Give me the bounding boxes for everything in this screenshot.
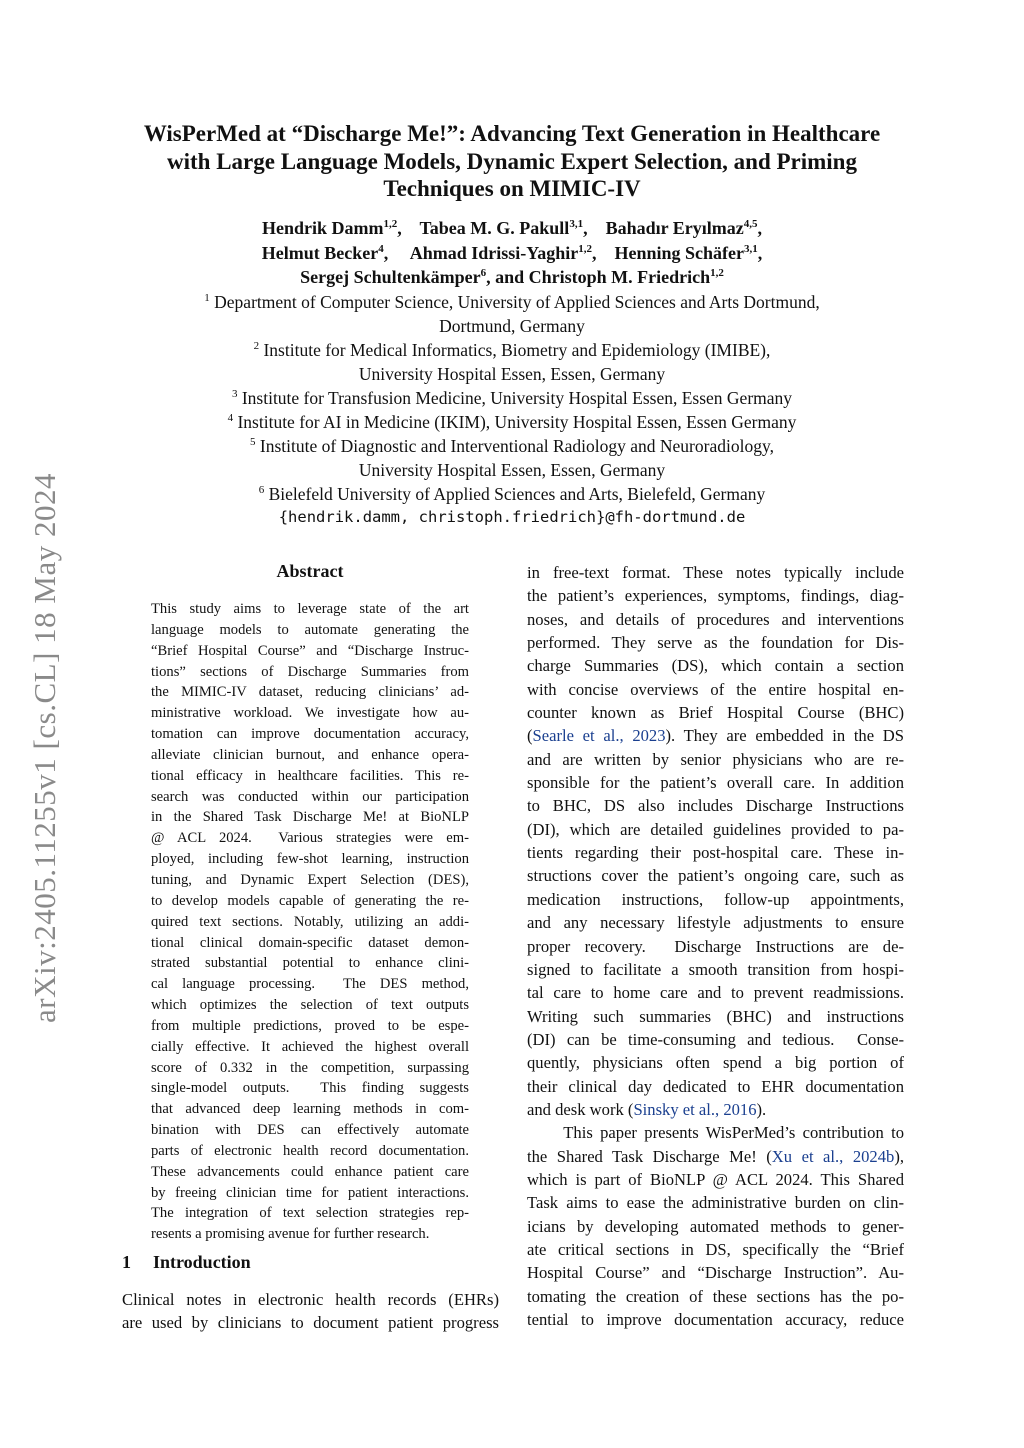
text-line: tuning, and Dynamic Expert Selection (DES), bbox=[151, 871, 469, 888]
affiliation-line bbox=[0, 458, 1024, 482]
affiliation-line bbox=[0, 410, 1024, 434]
text-line: quired text sections. Notably, utilizing an addi- bbox=[151, 913, 469, 930]
author-line bbox=[0, 241, 1024, 266]
author-affiliation-mark: 6 bbox=[480, 267, 487, 279]
author-affiliation-mark: 1,2 bbox=[578, 242, 592, 255]
text-line: (DI) can be time-consuming and tedious. Conse- bbox=[527, 1029, 904, 1049]
text-line: and any necessary lifestyle adjustments to ensure bbox=[527, 913, 904, 933]
text-line: tal care to home care and to prevent readmissions. bbox=[527, 983, 904, 1003]
affiliation-text: Institute of Diagnostic and Interventional Radiology and Neuroradiology, bbox=[259, 436, 774, 456]
text-line: tional efficacy in healthcare facilities. This re- bbox=[151, 767, 469, 784]
text-line: their clinical day dedicated to EHR documentation bbox=[527, 1076, 904, 1096]
text-line: by freeing clinician time for patient interactions. bbox=[151, 1184, 469, 1201]
text-line: structions cover the patient’s ongoing care, such as bbox=[527, 866, 904, 886]
text-segment: and desk work ( bbox=[527, 1099, 634, 1119]
text-line: (DI), which are detailed guidelines provided to pa- bbox=[527, 819, 904, 839]
text-line: with concise overviews of the entire hospital en- bbox=[527, 679, 904, 699]
author-affiliation-mark: 3,1 bbox=[569, 218, 584, 230]
text-line: tients regarding their post-hospital care. These in- bbox=[527, 843, 904, 863]
text-line: to BHC, DS also includes Discharge Instructions bbox=[527, 796, 904, 816]
text-segment: ), bbox=[894, 1146, 904, 1166]
author-separator: , bbox=[397, 218, 420, 238]
text-line: Clinical notes in electronic health records (EHRs) bbox=[122, 1290, 499, 1309]
paper-title bbox=[0, 120, 1024, 203]
affiliation-number: 1 bbox=[204, 292, 210, 305]
text-line: counter known as Brief Hospital Course (BHC) bbox=[527, 703, 904, 723]
text-line: Task aims to ease the administrative burden on clin- bbox=[527, 1193, 904, 1213]
text-segment: ( bbox=[527, 726, 533, 746]
text-line: tomation can improve documentation accuracy, bbox=[151, 726, 469, 743]
text-line: tomating the creation of these sections has the po- bbox=[527, 1286, 904, 1306]
text-line: charge Summaries (DS), which contain a section bbox=[527, 656, 904, 676]
text-line: tions” sections of Discharge Summaries from bbox=[151, 663, 469, 680]
affiliation-line bbox=[0, 386, 1024, 410]
text-line: strated substantial potential to enhance clini- bbox=[151, 955, 469, 972]
title-line: with Large Language Models, Dynamic Expert Selection, and Priming bbox=[167, 148, 857, 174]
author-name: Henning Schäfer bbox=[614, 242, 745, 263]
author-name: Christoph M. Friedrich bbox=[528, 267, 711, 287]
author-affiliation-mark: 4,5 bbox=[743, 218, 758, 230]
text-line: @ ACL 2024. Various strategies were em- bbox=[151, 830, 469, 847]
affiliation-line bbox=[0, 290, 1024, 314]
author-name: Tabea M. G. Pakull bbox=[419, 218, 570, 238]
text-line: cal language processing. The DES method, bbox=[151, 976, 469, 993]
citation-link[interactable]: Sinsky et al., 2016 bbox=[633, 1099, 757, 1119]
text-line: “Brief Hospital Course” and “Discharge Instruc- bbox=[151, 642, 469, 659]
text-line: that advanced deep learning methods in com- bbox=[151, 1101, 469, 1118]
author-name: Bahadır Eryılmaz bbox=[605, 218, 744, 238]
author-affiliation-mark: 4 bbox=[378, 242, 384, 255]
author-name: Helmut Becker bbox=[261, 242, 379, 263]
affiliation-line bbox=[0, 362, 1024, 386]
text-line: language models to automate generating the bbox=[151, 621, 469, 638]
text-line: This paper presents WisPerMed’s contribution to bbox=[527, 1123, 904, 1143]
author-name: Hendrik Damm bbox=[262, 218, 384, 238]
author-separator: , bbox=[592, 242, 615, 263]
text-line: which is part of BioNLP @ ACL 2024. This Shared bbox=[527, 1169, 904, 1189]
text-line: performed. They serve as the foundation for Dis- bbox=[527, 633, 904, 653]
text-line: ministrative workload. We investigate how au- bbox=[151, 705, 469, 722]
affiliation-line bbox=[0, 482, 1024, 506]
author-separator: , bbox=[583, 218, 606, 238]
affiliation-line bbox=[0, 434, 1024, 458]
text-line: medication instructions, follow-up appointments, bbox=[527, 889, 904, 909]
citation-link[interactable]: Xu et al., 2024b bbox=[771, 1146, 895, 1166]
email: {hendrik.damm, christoph.friedrich}@fh-dortmund.de bbox=[278, 508, 746, 526]
text-line: This study aims to leverage state of the art bbox=[151, 601, 469, 617]
author-separator: , bbox=[757, 218, 762, 238]
affiliation-line bbox=[0, 314, 1024, 338]
affiliation-text: Institute for Transfusion Medicine, University Hospital Essen, Essen Germany bbox=[241, 388, 793, 408]
text-line: parts of electronic health record documentation. bbox=[151, 1142, 469, 1159]
affiliation-text: University Hospital Essen, Essen, Germany bbox=[358, 460, 666, 480]
text-segment: the Shared Task Discharge Me! ( bbox=[527, 1146, 772, 1166]
text-line: noses, and details of procedures and interventions bbox=[527, 609, 904, 629]
author-separator: , bbox=[383, 242, 410, 263]
text-line: and are written by senior physicians who are re- bbox=[527, 749, 904, 769]
text-line: proper recovery. Discharge Instructions are de- bbox=[527, 936, 904, 956]
section-number: 1 bbox=[122, 1252, 131, 1272]
text-line: search was conducted within our participation bbox=[151, 788, 469, 805]
text-line: ployed, including few-shot learning, instruction bbox=[151, 851, 469, 868]
text-line: cially effective. It achieved the highest overall bbox=[151, 1038, 469, 1055]
author-separator: , and bbox=[486, 267, 529, 287]
author-separator: , bbox=[757, 242, 763, 263]
affiliation-line bbox=[0, 338, 1024, 362]
text-line: quently, physicians often spend a big portion of bbox=[527, 1053, 904, 1073]
abstract-heading: Abstract bbox=[276, 561, 344, 581]
text-segment: ). bbox=[756, 1099, 767, 1119]
text-line: The integration of text selection strategies rep- bbox=[151, 1205, 469, 1222]
affiliation-number: 2 bbox=[253, 340, 260, 353]
arxiv-stamp: arXiv:2405.11255v1 [cs.CL] 18 May 2024 bbox=[27, 473, 62, 1023]
abstract-body bbox=[151, 599, 469, 1245]
author-name: Ahmad Idrissi-Yaghir bbox=[409, 242, 579, 263]
title-line: Techniques on MIMIC-IV bbox=[383, 176, 641, 201]
affiliations bbox=[0, 290, 1024, 506]
author-name: Sergej Schultenkämper bbox=[300, 267, 481, 287]
text-line: which optimizes the selection of text outputs bbox=[151, 997, 469, 1014]
text-line: resents a promising avenue for further research. bbox=[151, 1226, 430, 1243]
text-line: the patient’s experiences, symptoms, findings, diag- bbox=[527, 586, 904, 606]
affiliation-number: 3 bbox=[231, 388, 238, 401]
text-line bbox=[527, 1145, 904, 1168]
affiliation-number: 6 bbox=[258, 484, 265, 497]
text-line bbox=[527, 1098, 904, 1121]
affiliation-text: Dortmund, Germany bbox=[439, 316, 585, 336]
affiliation-text: Institute for AI in Medicine (IKIM), University Hospital Essen, Essen Germany bbox=[237, 412, 797, 432]
affiliation-text: University Hospital Essen, Essen, Germany bbox=[358, 364, 666, 384]
author-line bbox=[0, 265, 1024, 290]
text-line: the MIMIC-IV dataset, reducing clinicians’ ad- bbox=[151, 684, 469, 701]
section-title: Introduction bbox=[153, 1252, 251, 1272]
text-line: in the Shared Task Discharge Me! at BioNLP bbox=[151, 809, 469, 826]
affiliation-text: Department of Computer Science, University of Applied Sciences and Arts Dortmund, bbox=[214, 292, 820, 312]
text-line: ate critical sections in DS, specifically the “Brief bbox=[527, 1239, 904, 1259]
text-line: to develop models capable of generating the re- bbox=[151, 892, 469, 909]
text-line: Hospital Course” and “Discharge Instruction”. Au- bbox=[527, 1263, 904, 1283]
author-list bbox=[0, 216, 1024, 290]
text-line: in free-text format. These notes typically include bbox=[527, 563, 904, 582]
right-column bbox=[527, 561, 904, 1331]
author-affiliation-mark: 3,1 bbox=[744, 242, 758, 255]
affiliation-text: Institute for Medical Informatics, Biometry and Epidemiology (IMIBE), bbox=[263, 340, 771, 360]
affiliation-number: 5 bbox=[250, 436, 256, 449]
text-line: alleviate clinician burnout, and enhance opera- bbox=[151, 746, 469, 763]
affiliation-text: Bielefeld University of Applied Sciences and Arts, Bielefeld, Germany bbox=[268, 484, 766, 504]
text-line: bination with DES can effectively automate bbox=[151, 1122, 469, 1139]
text-line: Writing such summaries (BHC) and instructions bbox=[527, 1006, 904, 1026]
text-line: are used by clinicians to document patient progress bbox=[122, 1313, 499, 1333]
text-line: icians by developing automated methods to gener- bbox=[527, 1216, 904, 1236]
text-line: signed to facilitate a smooth transition from hospi- bbox=[527, 959, 904, 979]
text-line: sponsible for the patient’s overall care. In addition bbox=[527, 773, 904, 793]
text-line: from multiple predictions, proved to be espe- bbox=[151, 1017, 469, 1034]
text-line: These advancements could enhance patient care bbox=[151, 1163, 469, 1180]
citation-link[interactable]: Searle et al., 2023 bbox=[532, 726, 666, 746]
author-line bbox=[0, 216, 1024, 241]
text-line bbox=[527, 724, 904, 747]
author-affiliation-mark: 1,2 bbox=[383, 218, 398, 230]
title-line: WisPerMed at “Discharge Me!”: Advancing Text Generation in Healthcare bbox=[143, 121, 881, 146]
section-heading-introduction bbox=[122, 1252, 251, 1273]
affiliation-number: 4 bbox=[227, 412, 234, 425]
text-line: tional clinical domain-specific dataset demon- bbox=[151, 934, 469, 951]
text-segment: ). They are embedded in the DS bbox=[665, 726, 904, 746]
text-line: score of 0.332 in the competition, surpassing bbox=[151, 1059, 469, 1076]
introduction-left-column bbox=[122, 1288, 499, 1335]
text-line: single-model outputs. This finding suggests bbox=[151, 1080, 469, 1097]
text-line: tential to improve documentation accuracy, reduce bbox=[527, 1310, 904, 1329]
author-affiliation-mark: 1,2 bbox=[710, 267, 724, 279]
